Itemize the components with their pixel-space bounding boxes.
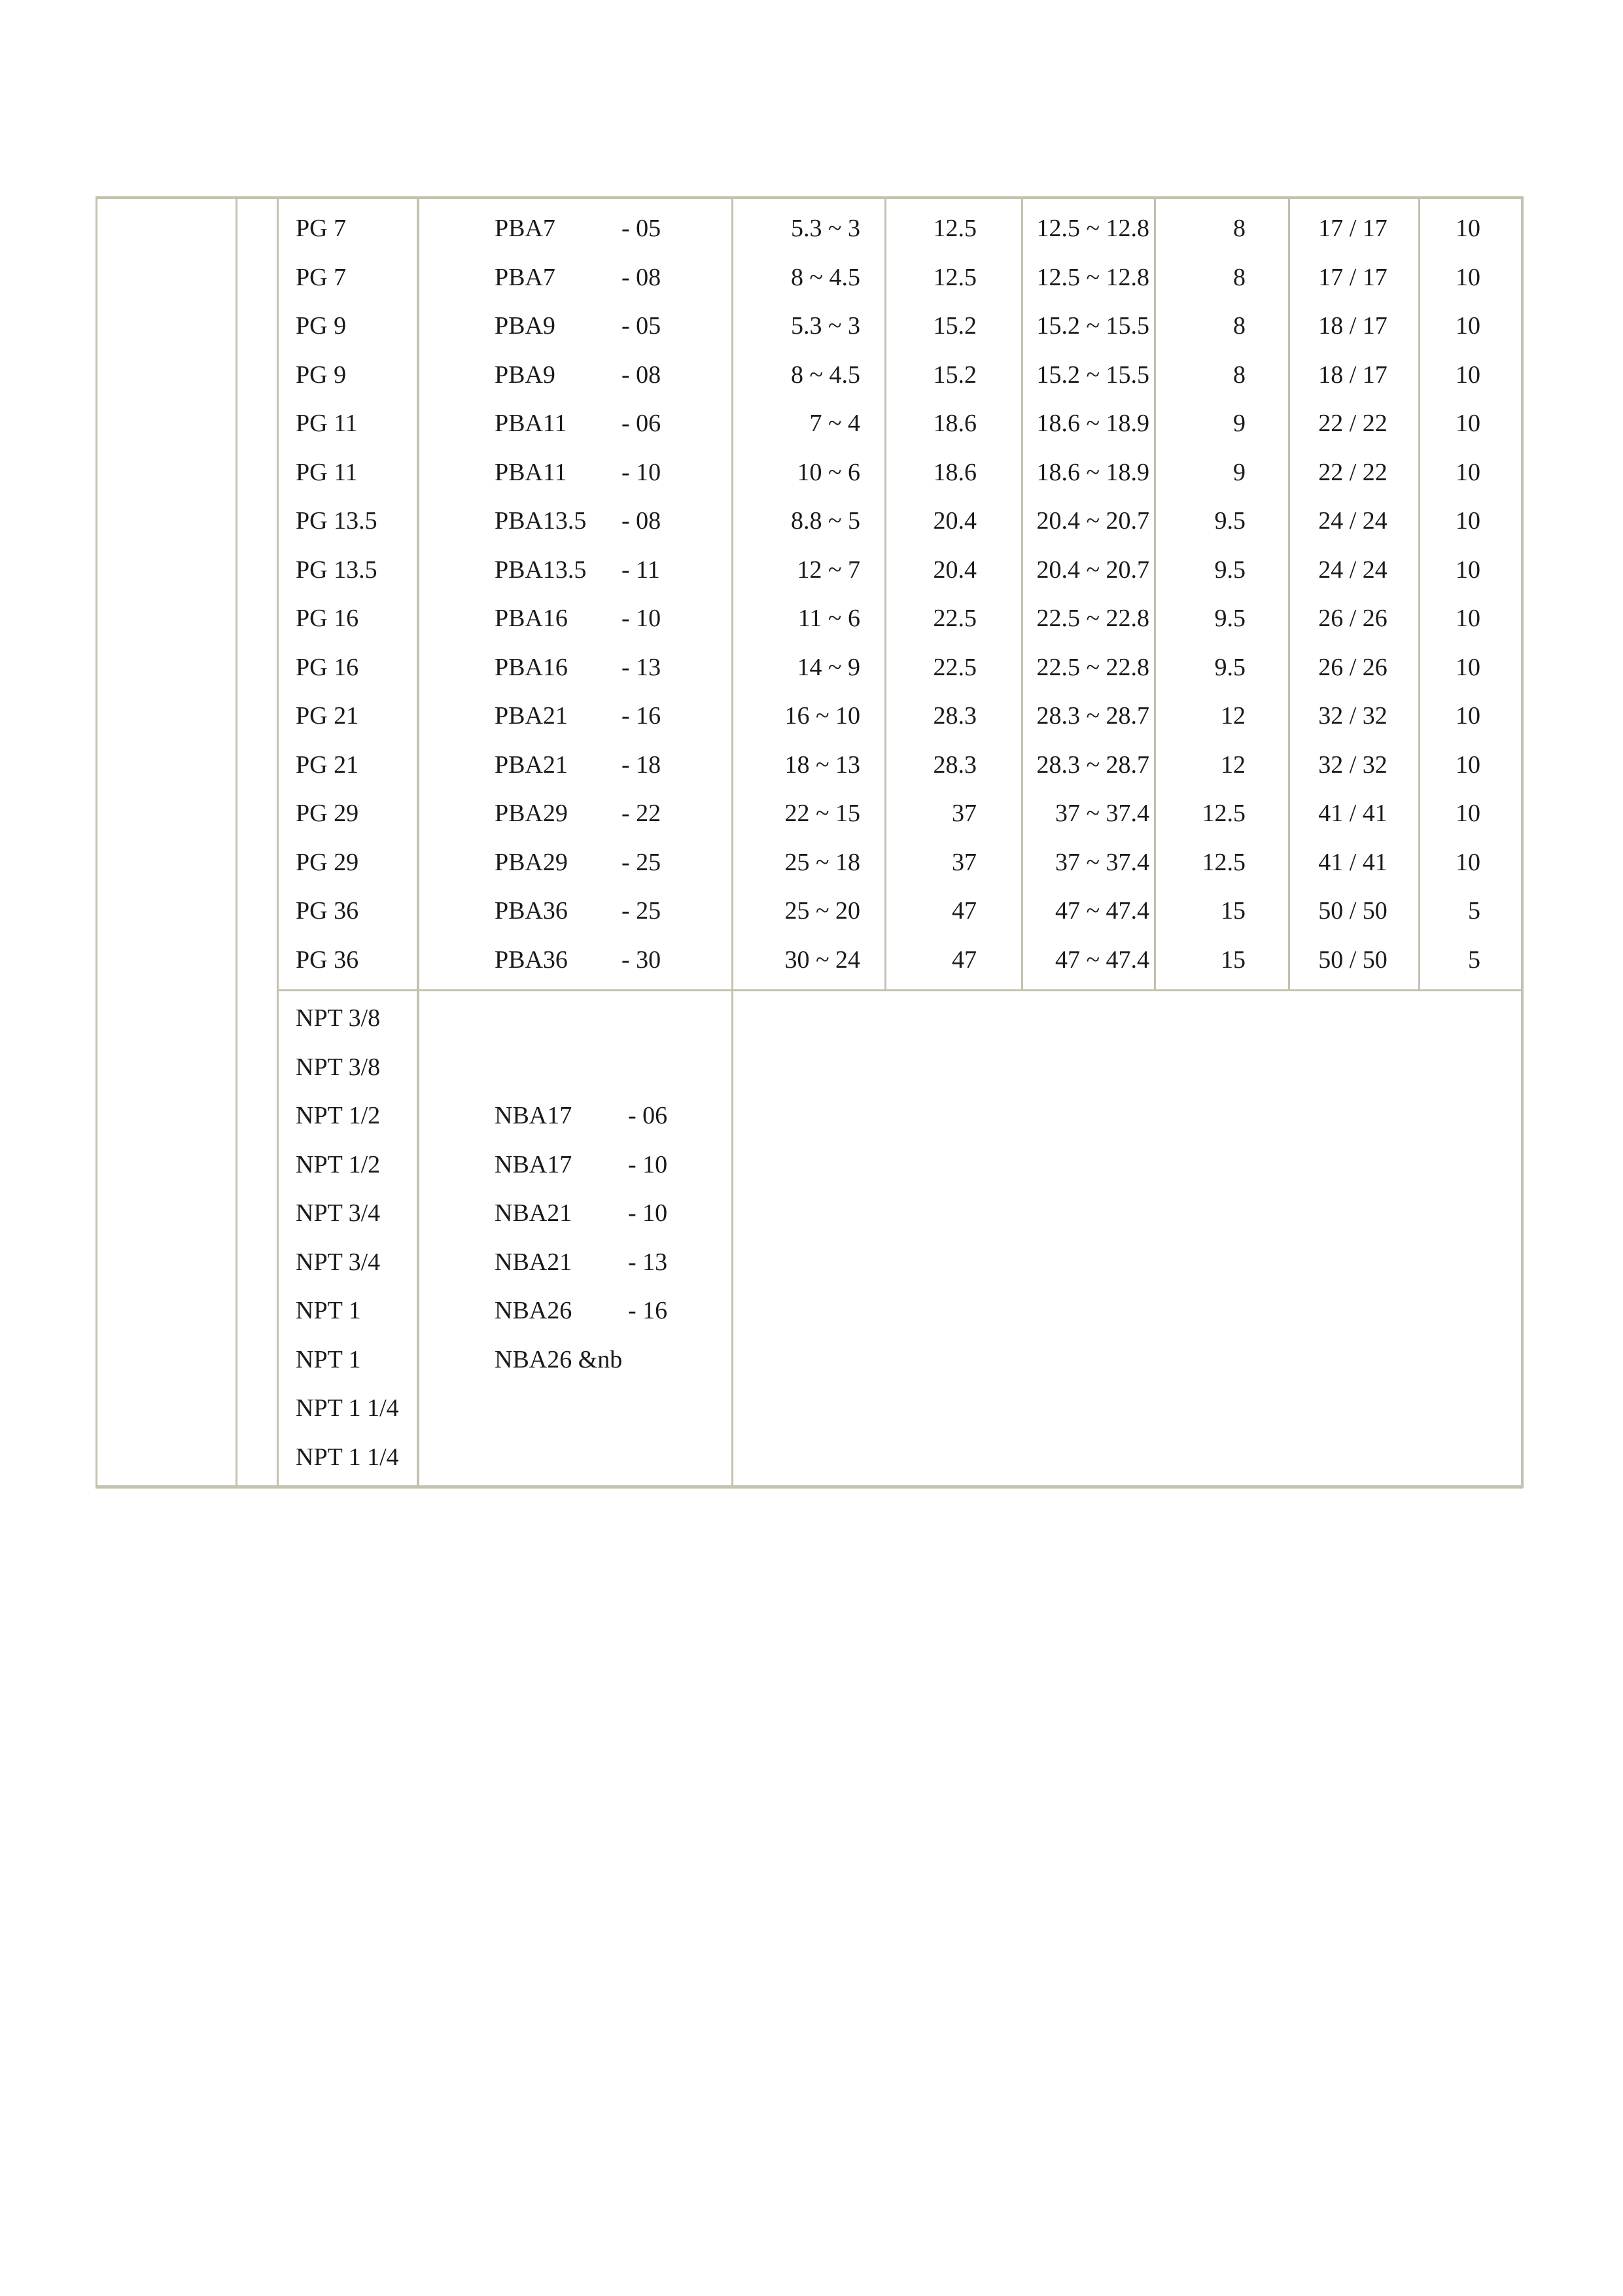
part-number: NBA26 &nb [495,1345,623,1373]
wrench-size: 26 / 26 [1318,605,1387,632]
diameter: 47 [952,945,977,974]
part-number: PBA7 [495,263,555,291]
thread-size: PG 9 [296,361,347,389]
part-number: PBA29 [495,800,568,827]
part-suffix: - 10 [621,458,661,486]
diameter-range: 20.4 ~ 20.7 [1036,556,1149,584]
wrench-size: 24 / 24 [1318,556,1387,584]
diameter-range: 12.5 ~ 12.8 [1036,263,1149,291]
length: 9.5 [1214,653,1246,681]
length: 8 [1233,312,1246,340]
part-suffix: - 08 [621,507,661,535]
part-suffix: - 06 [628,1102,668,1129]
thread-size: PG 16 [296,605,359,632]
diameter: 12.5 [933,215,977,242]
length: 12 [1221,702,1246,730]
diameter-range: 18.6 ~ 18.9 [1036,410,1149,437]
col-border [731,196,733,1488]
thread-size: NPT 1 [296,1345,361,1373]
part-number: PBA9 [495,312,555,340]
thread-size: PG 7 [296,263,347,291]
length: 9.5 [1214,605,1246,632]
thread-size: PG 21 [296,702,359,730]
wrench-size: 17 / 17 [1318,215,1387,242]
thread-size: PG 11 [296,410,358,437]
wrench-size: 41 / 41 [1318,800,1387,827]
clamping-range: 5.3 ~ 3 [790,312,860,340]
length: 9.5 [1214,507,1246,535]
part-number: NBA17 [495,1102,572,1129]
wrench-size: 50 / 50 [1318,945,1387,974]
pack-qty: 10 [1456,800,1480,827]
diameter-range: 28.3 ~ 28.7 [1036,751,1149,779]
part-suffix: - 16 [628,1297,668,1324]
part-suffix: - 10 [628,1199,668,1227]
wrench-size: 41 / 41 [1318,848,1387,876]
part-number: NBA17 [495,1150,572,1178]
pack-qty: 10 [1456,556,1480,584]
clamping-range: 30 ~ 24 [784,945,860,974]
pack-qty: 10 [1456,215,1480,242]
diameter-range: 15.2 ~ 15.5 [1036,312,1149,340]
wrench-size: 18 / 17 [1318,312,1387,340]
thread-size: PG 11 [296,458,358,486]
diameter: 15.2 [933,312,977,340]
thread-size: PG 9 [296,312,347,340]
clamping-range: 22 ~ 15 [784,800,860,827]
length: 9 [1233,410,1246,437]
part-number: PBA21 [495,751,568,779]
table-bottom-border [96,1485,1523,1489]
length: 15 [1221,897,1246,925]
wrench-size: 22 / 22 [1318,458,1387,486]
length: 8 [1233,215,1246,242]
clamping-range: 7 ~ 4 [809,410,860,437]
part-number: PBA13.5 [495,507,587,535]
diameter-range: 18.6 ~ 18.9 [1036,458,1149,486]
clamping-range: 11 ~ 6 [797,605,860,632]
thread-size: NPT 1/2 [296,1150,381,1178]
clamping-range: 5.3 ~ 3 [790,215,860,242]
table-top-border [96,196,1523,199]
clamping-range: 8 ~ 4.5 [790,361,860,389]
diameter-range: 37 ~ 37.4 [1055,848,1149,876]
part-suffix: - 05 [621,312,661,340]
pack-qty: 10 [1456,458,1480,486]
part-number: NBA21 [495,1199,572,1227]
thread-size: PG 36 [296,897,359,925]
thread-size: PG 16 [296,653,359,681]
part-number: PBA36 [495,897,568,925]
part-number: PBA21 [495,702,568,730]
diameter: 37 [952,848,977,876]
pack-qty: 10 [1456,605,1480,632]
clamping-range: 18 ~ 13 [784,751,860,779]
part-suffix: - 08 [621,361,661,389]
diameter-range: 28.3 ~ 28.7 [1036,702,1149,730]
section-divider [277,989,1522,991]
part-number: PBA29 [495,848,568,876]
part-suffix: - 22 [621,800,661,827]
length: 8 [1233,263,1246,291]
col-border [1154,196,1156,989]
pack-qty: 10 [1456,410,1480,437]
clamping-range: 10 ~ 6 [797,458,860,486]
pack-qty: 5 [1468,897,1480,925]
thread-size: NPT 1 [296,1297,361,1324]
part-suffix: - 16 [621,702,661,730]
diameter: 20.4 [933,556,977,584]
length: 8 [1233,361,1246,389]
diameter: 20.4 [933,507,977,535]
length: 9 [1233,458,1246,486]
wrench-size: 17 / 17 [1318,263,1387,291]
diameter-range: 15.2 ~ 15.5 [1036,361,1149,389]
pack-qty: 10 [1456,312,1480,340]
part-suffix: - 13 [621,653,661,681]
wrench-size: 32 / 32 [1318,751,1387,779]
diameter: 18.6 [933,410,977,437]
part-number: PBA7 [495,215,555,242]
length: 12.5 [1202,800,1246,827]
col-border [236,196,237,1488]
clamping-range: 8.8 ~ 5 [790,507,860,535]
part-suffix: - 10 [621,605,661,632]
thread-size: PG 29 [296,800,359,827]
length: 9.5 [1214,556,1246,584]
part-number: NBA26 [495,1297,572,1324]
part-number: PBA11 [495,410,567,437]
col-border [96,196,97,1488]
diameter: 18.6 [933,458,977,486]
clamping-range: 16 ~ 10 [784,702,860,730]
diameter: 12.5 [933,263,977,291]
diameter: 28.3 [933,702,977,730]
thread-size: NPT 1 1/4 [296,1443,399,1471]
wrench-size: 50 / 50 [1318,897,1387,925]
part-suffix: - 18 [621,751,661,779]
col-border [1288,196,1290,989]
thread-size: NPT 3/8 [296,1004,381,1032]
part-suffix: - 06 [621,410,661,437]
part-number: PBA9 [495,361,555,389]
wrench-size: 18 / 17 [1318,361,1387,389]
pack-qty: 5 [1468,945,1480,974]
wrench-size: 22 / 22 [1318,410,1387,437]
part-number: PBA16 [495,653,568,681]
pack-qty: 10 [1456,361,1480,389]
thread-size: NPT 3/4 [296,1199,381,1227]
diameter-range: 12.5 ~ 12.8 [1036,215,1149,242]
diameter: 22.5 [933,653,977,681]
part-number: PBA13.5 [495,556,587,584]
pack-qty: 10 [1456,702,1480,730]
part-suffix: - 11 [621,556,660,584]
pack-qty: 10 [1456,507,1480,535]
thread-size: PG 13.5 [296,507,377,535]
diameter-range: 47 ~ 47.4 [1055,945,1149,974]
diameter-range: 20.4 ~ 20.7 [1036,507,1149,535]
clamping-range: 8 ~ 4.5 [790,263,860,291]
length: 12 [1221,751,1246,779]
diameter-range: 22.5 ~ 22.8 [1036,653,1149,681]
clamping-range: 25 ~ 20 [784,897,860,925]
col-border [417,196,419,1488]
length: 15 [1221,945,1246,974]
diameter: 37 [952,800,977,827]
thread-size: NPT 3/8 [296,1053,381,1081]
part-number: PBA16 [495,605,568,632]
part-suffix: - 10 [628,1150,668,1178]
thread-size: NPT 1/2 [296,1102,381,1129]
clamping-range: 12 ~ 7 [797,556,860,584]
thread-size: PG 13.5 [296,556,377,584]
wrench-size: 26 / 26 [1318,653,1387,681]
part-suffix: - 30 [621,945,661,974]
clamping-range: 14 ~ 9 [797,653,860,681]
part-suffix: - 25 [621,848,661,876]
part-number: PBA36 [495,945,568,974]
diameter-range: 47 ~ 47.4 [1055,897,1149,925]
clamping-range: 25 ~ 18 [784,848,860,876]
pack-qty: 10 [1456,751,1480,779]
pack-qty: 10 [1456,653,1480,681]
wrench-size: 24 / 24 [1318,507,1387,535]
thread-size: PG 21 [296,751,359,779]
part-number: NBA21 [495,1248,572,1276]
thread-size: NPT 1 1/4 [296,1394,399,1422]
diameter: 28.3 [933,751,977,779]
col-border [277,196,279,1488]
part-number: PBA11 [495,458,567,486]
part-suffix: - 13 [628,1248,668,1276]
thread-size: PG 36 [296,945,359,974]
diameter-range: 22.5 ~ 22.8 [1036,605,1149,632]
thread-size: PG 29 [296,848,359,876]
diameter-range: 37 ~ 37.4 [1055,800,1149,827]
diameter: 22.5 [933,605,977,632]
part-suffix: - 25 [621,897,661,925]
pack-qty: 10 [1456,848,1480,876]
diameter: 15.2 [933,361,977,389]
part-suffix: - 08 [621,263,661,291]
thread-size: PG 7 [296,215,347,242]
part-suffix: - 05 [621,215,661,242]
thread-size: NPT 3/4 [296,1248,381,1276]
diameter: 47 [952,897,977,925]
wrench-size: 32 / 32 [1318,702,1387,730]
col-border [1521,196,1524,1488]
length: 12.5 [1202,848,1246,876]
pack-qty: 10 [1456,263,1480,291]
